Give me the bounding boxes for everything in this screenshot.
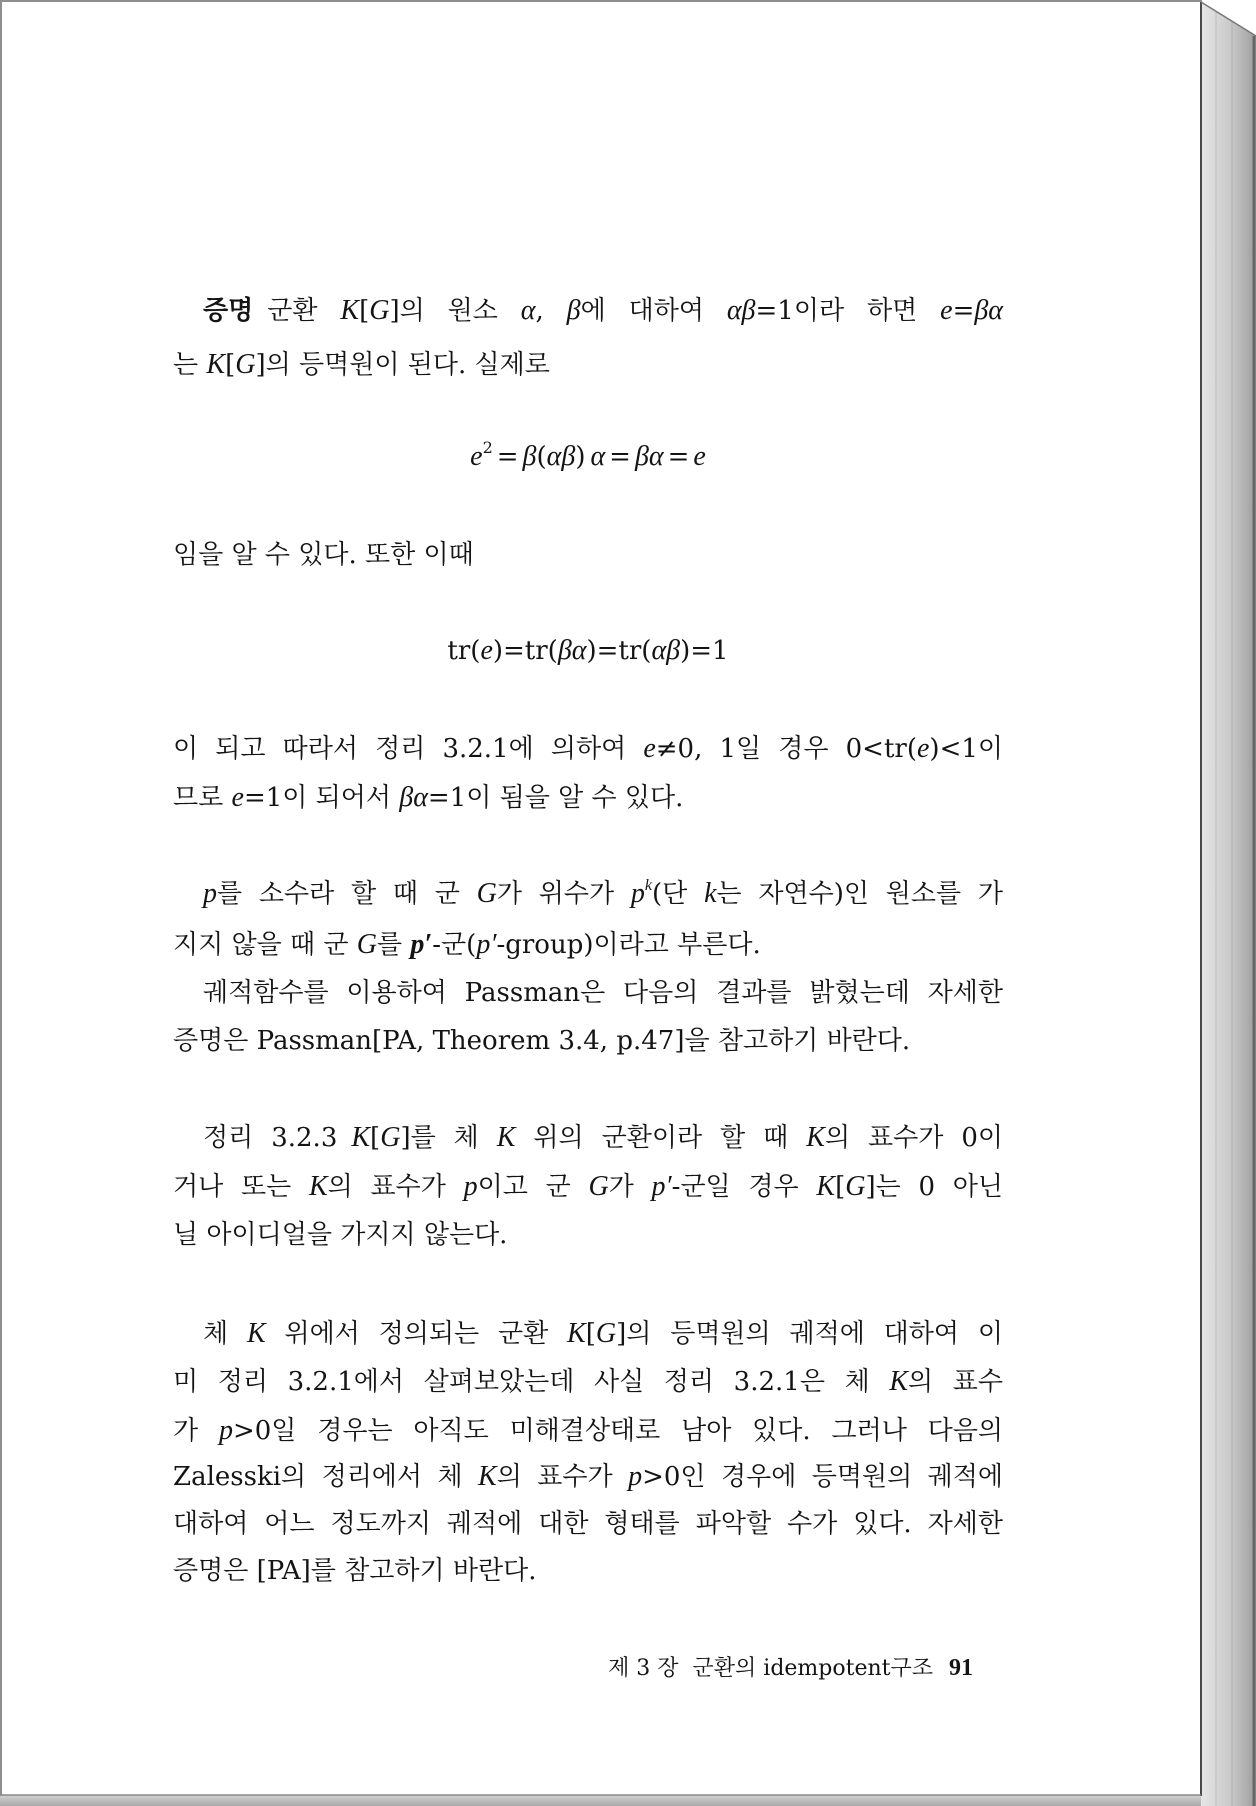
math-var: G <box>588 1171 609 1202</box>
text-line <box>173 778 1003 818</box>
text-run: Zalesski의 정리에서 체 <box>173 1462 479 1492</box>
text-line <box>173 1362 1003 1402</box>
math-var: K <box>246 1318 266 1349</box>
text-line <box>173 1457 1003 1497</box>
text-run: 체 <box>203 1319 247 1349</box>
text-run: 가 <box>173 1416 219 1446</box>
text-run: -group)이라고 부른다. <box>496 930 761 960</box>
text-run: )=1 <box>680 636 729 666</box>
text-run: 증명은 Passman[PA, Theorem 3.4, p.47]을 참고하기 바란다. <box>173 1026 911 1056</box>
text-run: [ <box>585 1319 596 1349</box>
math-var: K <box>308 1171 328 1202</box>
math-var: βα <box>557 635 587 666</box>
text-run: 를 <box>377 930 411 960</box>
math-var: K <box>816 1171 836 1202</box>
text-run: )=tr( <box>492 636 558 666</box>
text-run: 에 대하여 <box>580 296 727 326</box>
text-run: 의 표수가 0이 <box>824 1123 1004 1153</box>
text-line <box>173 1167 1003 1207</box>
math-var: K <box>351 1122 371 1153</box>
text-line <box>173 874 1003 914</box>
math-var: G <box>235 349 256 380</box>
text-run: 의 표수가 <box>496 1462 629 1492</box>
math-var: αβ <box>726 295 756 326</box>
math-var: βα <box>634 441 664 472</box>
text-line <box>173 1215 1003 1255</box>
math-var: e <box>470 441 483 472</box>
text-line <box>173 1118 1003 1158</box>
math-var: G <box>595 1318 617 1349</box>
text-run: [ <box>835 1172 846 1202</box>
text-run: 는 <box>173 350 207 380</box>
text-run: 위에서 정의되는 군환 <box>265 1319 568 1349</box>
text-line <box>173 1411 1003 1451</box>
math-var: K <box>806 1122 825 1153</box>
math-var: G <box>845 1171 866 1202</box>
math-var: βα <box>399 782 428 813</box>
text-run: (단 <box>652 879 705 909</box>
text-line <box>173 729 1003 769</box>
math-var: e <box>480 635 493 666</box>
text-run: 대하여 어느 정도까지 궤적에 대한 형태를 파악할 수가 있다. 자세한 <box>173 1509 1003 1539</box>
text-run: 가 위수가 <box>496 879 631 909</box>
math-superscript: 2 <box>482 438 493 457</box>
math-var: β <box>566 295 581 326</box>
text-run: 는 자연수)인 원소를 가 <box>716 879 1003 909</box>
math-var: K <box>567 1318 586 1349</box>
math-var: βα <box>974 295 1004 326</box>
text-run: 를 소수라 할 때 군 <box>217 879 477 909</box>
text-run: 므로 <box>173 783 232 813</box>
text-run: >0일 경우는 아직도 미해결상태로 남아 있다. 그러나 다음의 <box>232 1416 1003 1446</box>
math-var: αβ <box>546 441 576 472</box>
math-var: K <box>478 1461 497 1492</box>
math-var-bold: p′ <box>410 929 433 960</box>
text-line <box>173 1551 1003 1591</box>
math-var: p <box>218 1415 233 1446</box>
text-run: 임을 알 수 있다. 또한 이때 <box>173 540 474 570</box>
text-run: =1이 되어서 <box>243 783 400 813</box>
text-run: [ <box>359 296 370 326</box>
text-run: 지지 않을 때 군 <box>173 930 357 960</box>
math-var: p <box>203 878 217 909</box>
math-paren: ( <box>536 442 547 472</box>
text-line <box>173 535 1003 575</box>
display-equation <box>173 631 1003 671</box>
text-run: tr( <box>447 636 481 666</box>
text-run: ]는 0 아닌 <box>865 1172 1003 1202</box>
text-run: 의 표수가 <box>327 1172 464 1202</box>
text-line <box>173 291 1003 331</box>
display-equation <box>173 437 1003 477</box>
text-run: -군일 경우 <box>671 1172 817 1202</box>
math-var: e <box>940 295 953 326</box>
text-run: ]의 등멱원이 된다. 실제로 <box>255 350 550 380</box>
text-run: [ <box>370 1123 381 1153</box>
text-run: -군( <box>432 930 477 960</box>
text-line <box>173 1021 1003 1061</box>
text-run: ≠0, 1일 경우 0<tr( <box>655 734 917 764</box>
math-var: e <box>693 441 706 472</box>
text-run: [ <box>225 350 236 380</box>
math-var: G <box>380 1122 401 1153</box>
text-run: ]의 등멱원의 궤적에 대하여 이 <box>616 1319 1003 1349</box>
text-run: 가 <box>608 1172 652 1202</box>
math-operator: = <box>667 442 690 472</box>
text-run: 의 표수 <box>908 1367 1003 1397</box>
text-run: >0인 경우에 등멱원의 궤적에 <box>642 1462 1003 1492</box>
text-run: =1이라 하면 <box>755 296 941 326</box>
math-var: e <box>231 782 244 813</box>
text-run: )=tr( <box>586 636 652 666</box>
math-var: G <box>369 295 390 326</box>
math-var: α <box>590 441 606 472</box>
math-var: K <box>206 349 226 380</box>
text-run: 미 정리 3.2.1에서 살펴보았는데 사실 정리 3.2.1은 체 <box>173 1367 890 1397</box>
text-line <box>173 973 1003 1013</box>
math-var: K <box>340 295 360 326</box>
page-footer <box>520 1620 973 1681</box>
math-var: p <box>630 878 645 909</box>
math-var: p <box>463 1171 478 1202</box>
text-run: = <box>952 296 975 326</box>
proof-label: 증명 <box>203 296 254 326</box>
math-var: p <box>628 1461 643 1492</box>
math-var: e <box>643 733 656 764</box>
math-operator: = <box>496 442 519 472</box>
math-var: k <box>704 878 717 909</box>
math-paren: ) <box>575 442 586 472</box>
text-line <box>173 345 1003 385</box>
text-run: 이 되고 따라서 정리 3.2.1에 의하여 <box>173 734 644 764</box>
text-run: 이고 군 <box>477 1172 589 1202</box>
text-run: , <box>535 296 567 326</box>
text-line <box>173 1314 1003 1354</box>
text-run: ]의 원소 <box>389 296 521 326</box>
text-line <box>173 925 1003 965</box>
math-var: e <box>916 733 930 764</box>
text-run: 거나 또는 <box>173 1172 309 1202</box>
math-var: αβ <box>651 635 681 666</box>
text-line <box>173 1504 1003 1544</box>
math-var: β <box>522 441 537 472</box>
text-run: 위의 군환이라 할 때 <box>515 1123 807 1153</box>
text-run: )<1이 <box>929 734 1004 764</box>
math-var: G <box>476 878 497 909</box>
math-var: α <box>520 295 536 326</box>
text-run: =1이 됨을 알 수 있다. <box>427 783 684 813</box>
math-var: K <box>496 1122 516 1153</box>
text-run: 군환 <box>267 296 341 326</box>
math-var: K <box>889 1366 909 1397</box>
math-var: p′ <box>651 1171 672 1202</box>
running-head: 제 3 장 군환의 idempotent구조 <box>608 1656 933 1681</box>
math-var: p′ <box>476 929 497 960</box>
text-run: ]를 체 <box>400 1123 497 1153</box>
page-number: 91 <box>949 1655 973 1681</box>
math-var: G <box>356 929 377 960</box>
text-run: 증명은 [PA]를 참고하기 바란다. <box>173 1556 537 1586</box>
text-run: 궤적함수를 이용하여 Passman은 다음의 결과를 밝혔는데 자세한 <box>203 978 1003 1008</box>
math-operator: = <box>609 442 631 472</box>
math-superscript: k <box>644 877 653 894</box>
theorem-label: 정리 3.2.3 <box>203 1123 338 1153</box>
text-run: 닐 아이디얼을 가지지 않는다. <box>173 1220 508 1250</box>
